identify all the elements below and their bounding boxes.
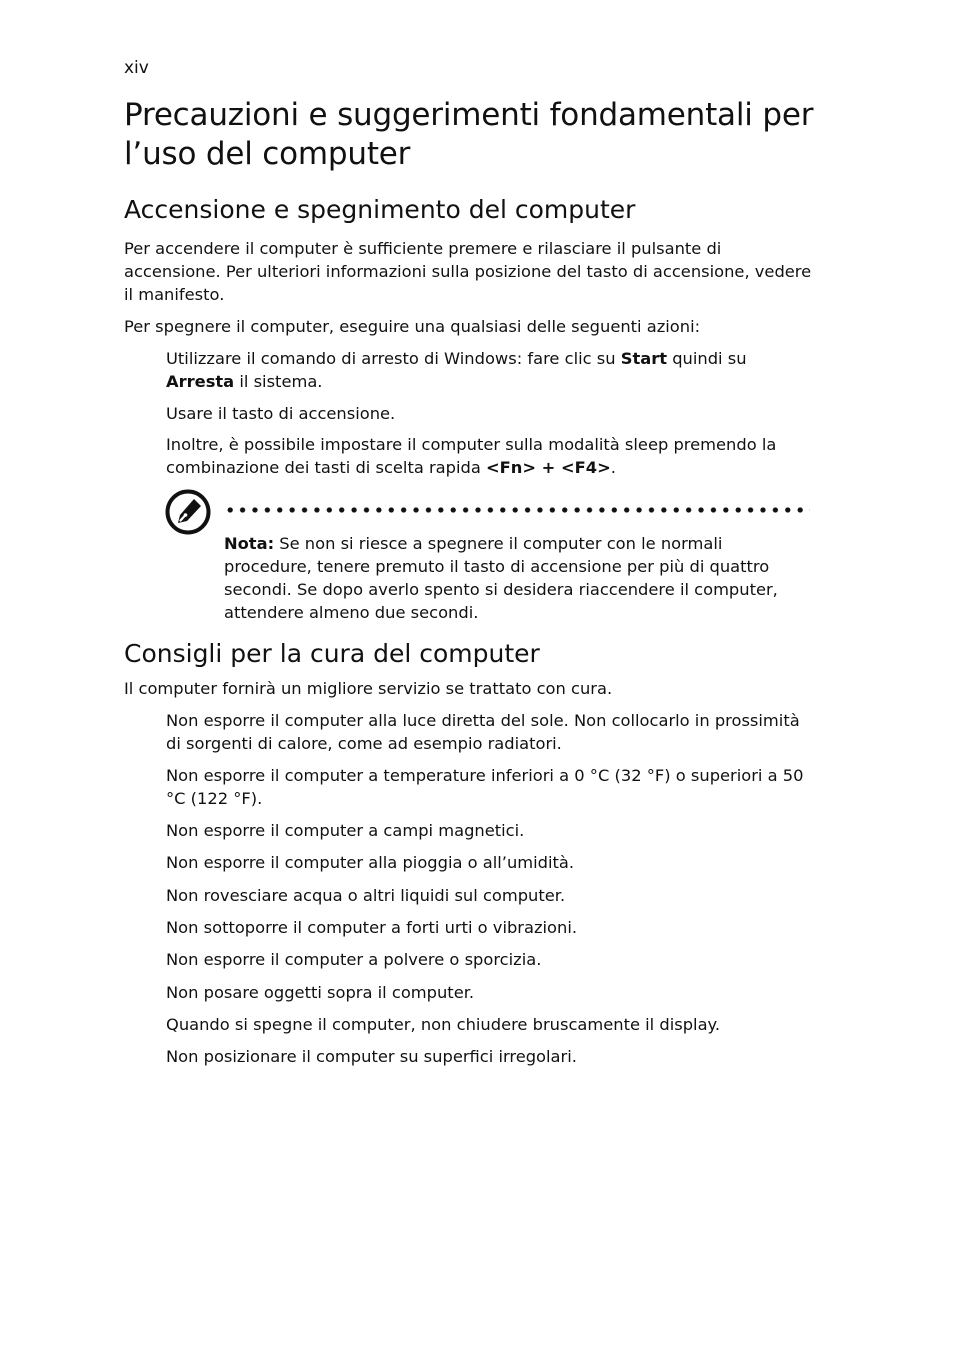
power-on-paragraph: Per accendere il computer è sufficiente premere e rilasciare il pulsante di accensione. Per ulteriori informazioni sulla posizione del tasto di accensione, vedere il manifesto.	[124, 239, 812, 304]
note-body: Se non si riesce a spegnere il computer con le normali procedure, tenere premuto il tasto di accensione per più di quattro secondi. Se dopo averlo spento si desidera riaccendere il computer, attendere almeno due secondi.	[224, 534, 778, 622]
start-keyword: Start	[620, 349, 668, 368]
power-off-option-windows	[166, 347, 816, 393]
care-item: Non posizionare il computer su superfici irregolari.	[166, 1047, 577, 1066]
power-off-intro: Per spegnere il computer, eseguire una qualsiasi delle seguenti azioni:	[124, 317, 701, 336]
text-segment: Utilizzare il comando di arresto di Windows: fare clic su	[166, 349, 621, 368]
care-item: Non sottoporre il computer a forti urti o vibrazioni.	[166, 918, 578, 937]
note-pen-icon	[164, 488, 212, 536]
power-off-option-button: Usare il tasto di accensione.	[166, 404, 396, 423]
page-number: xiv	[124, 58, 149, 78]
note-label: Nota:	[224, 534, 275, 553]
care-item: Non esporre il computer a polvere o sporcizia.	[166, 950, 542, 969]
care-item: Non rovesciare acqua o altri liquidi sul computer.	[166, 886, 566, 905]
care-item: Non esporre il computer a temperature inferiori a 0 °C (32 °F) o superiori a 50 °C (122 °F).	[166, 766, 804, 808]
arresta-keyword: Arresta	[166, 372, 235, 391]
note-divider	[224, 507, 810, 513]
care-intro: Il computer fornirà un migliore servizio se trattato con cura.	[124, 679, 613, 698]
section-heading-care: Consigli per la cura del computer	[124, 639, 540, 668]
text-segment: Inoltre, è possibile impostare il computer sulla modalità sleep premendo la combinazione dei tasti di scelta rapida	[166, 435, 777, 477]
hotkey-combo: <Fn> + <F4>	[486, 458, 611, 477]
care-item: Non esporre il computer alla luce diretta del sole. Non collocarlo in prossimità di sorgenti di calore, come ad esempio radiatori.	[166, 711, 800, 753]
page-title: Precauzioni e suggerimenti fondamentali per l’uso del computer	[124, 97, 814, 172]
power-off-option-sleep	[166, 433, 816, 479]
note-text	[224, 532, 814, 624]
care-item: Non esporre il computer a campi magnetici.	[166, 821, 525, 840]
text-segment: .	[610, 458, 616, 477]
care-item: Quando si spegne il computer, non chiudere bruscamente il display.	[166, 1015, 721, 1034]
care-item: Non esporre il computer alla pioggia o all’umidità.	[166, 853, 575, 872]
text-segment: il sistema.	[234, 372, 323, 391]
care-item: Non posare oggetti sopra il computer.	[166, 983, 475, 1002]
text-segment: quindi su	[667, 349, 747, 368]
section-heading-power: Accensione e spegnimento del computer	[124, 195, 636, 224]
